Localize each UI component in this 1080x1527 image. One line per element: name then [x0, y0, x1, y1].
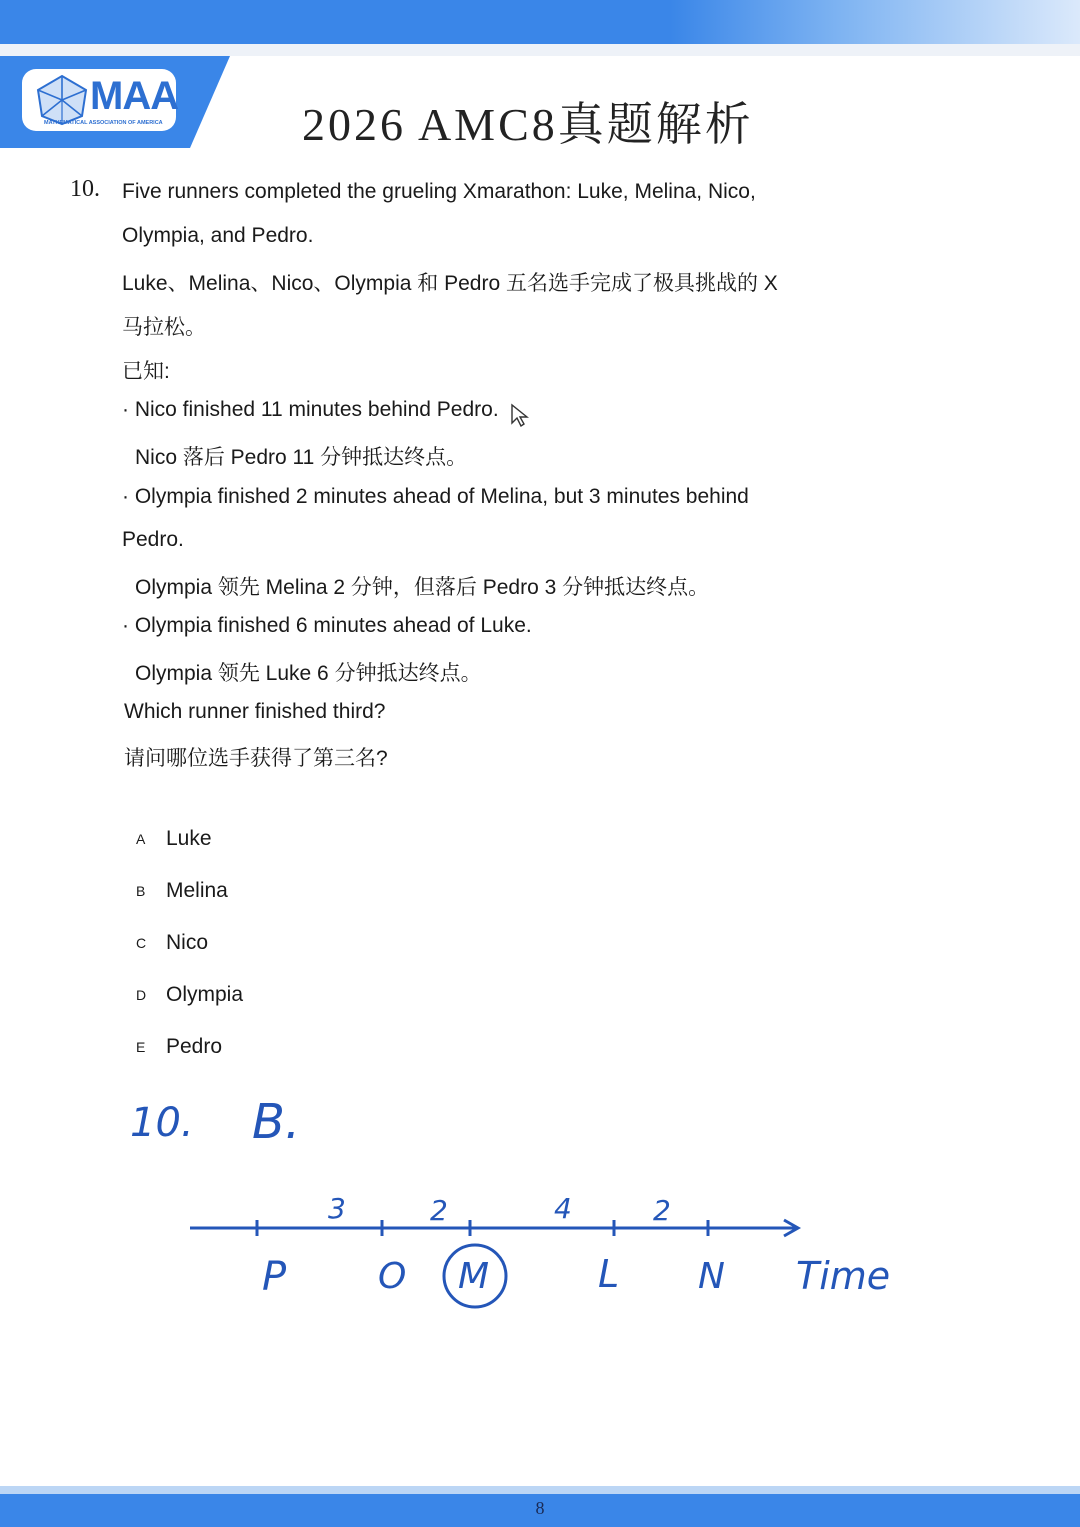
handwritten-answer-number: 10. [130, 1100, 194, 1146]
condition-line: Olympia 领先 Melina 2 分钟，但落后 Pedro 3 分钟抵达终点。 [135, 576, 710, 599]
logo-subtext: MATHEMATICAL ASSOCIATION OF AMERICA [44, 120, 163, 126]
question-line: 已知: [122, 360, 170, 383]
question-number: 10. [70, 176, 100, 202]
condition-line: · Olympia finished 2 minutes ahead of Melina, but 3 minutes behind [122, 485, 749, 508]
condition-line: · Olympia finished 6 minutes ahead of Luke. [122, 614, 532, 637]
gap-label: 2 [430, 1194, 448, 1227]
option-letter-d: D [136, 987, 147, 1003]
handwritten-answer: B. [252, 1094, 301, 1150]
option-olympia[interactable]: Olympia [166, 983, 244, 1006]
runner-label-melina: M [458, 1256, 490, 1297]
question-line: 马拉松。 [122, 316, 206, 339]
question-prompt: Which runner finished third? [124, 700, 386, 723]
condition-line: Olympia 领先 Luke 6 分钟抵达终点。 [135, 662, 482, 685]
logo-text: MAA [90, 74, 179, 118]
gap-label: 4 [554, 1192, 572, 1225]
gap-label: 2 [653, 1194, 671, 1227]
footer-light-strip [0, 1486, 1080, 1494]
page-title: 2026 AMC8真题解析 [302, 99, 754, 150]
gap-label: 3 [328, 1192, 346, 1225]
condition-line: Nico 落后 Pedro 11 分钟抵达终点。 [135, 446, 468, 469]
condition-line: Pedro. [122, 528, 184, 551]
runner-label-pedro: P [262, 1254, 287, 1300]
option-letter-a: A [136, 831, 146, 847]
runner-label-luke: L [598, 1252, 620, 1296]
option-melina[interactable]: Melina [166, 879, 228, 902]
question-line: Five runners completed the grueling Xmarathon: Luke, Melina, Nico, [122, 180, 756, 203]
time-axis-label: Time [796, 1254, 891, 1298]
page-number: 8 [535, 1498, 545, 1518]
question-prompt: 请问哪位选手获得了第三名? [124, 747, 388, 770]
runner-label-olympia: O [378, 1256, 407, 1297]
question-line: Luke、Melina、Nico、Olympia 和 Pedro 五名选手完成了极具挑战的 X [122, 272, 778, 295]
option-pedro[interactable]: Pedro [166, 1035, 223, 1058]
option-letter-c: C [136, 935, 147, 951]
option-nico[interactable]: Nico [166, 931, 209, 954]
question-line: Olympia, and Pedro. [122, 224, 314, 247]
option-letter-e: E [136, 1039, 146, 1055]
runner-label-nico: N [698, 1256, 725, 1297]
option-luke[interactable]: Luke [166, 827, 212, 850]
condition-line: · Nico finished 11 minutes behind Pedro. [122, 398, 499, 421]
option-letter-b: B [136, 883, 146, 899]
